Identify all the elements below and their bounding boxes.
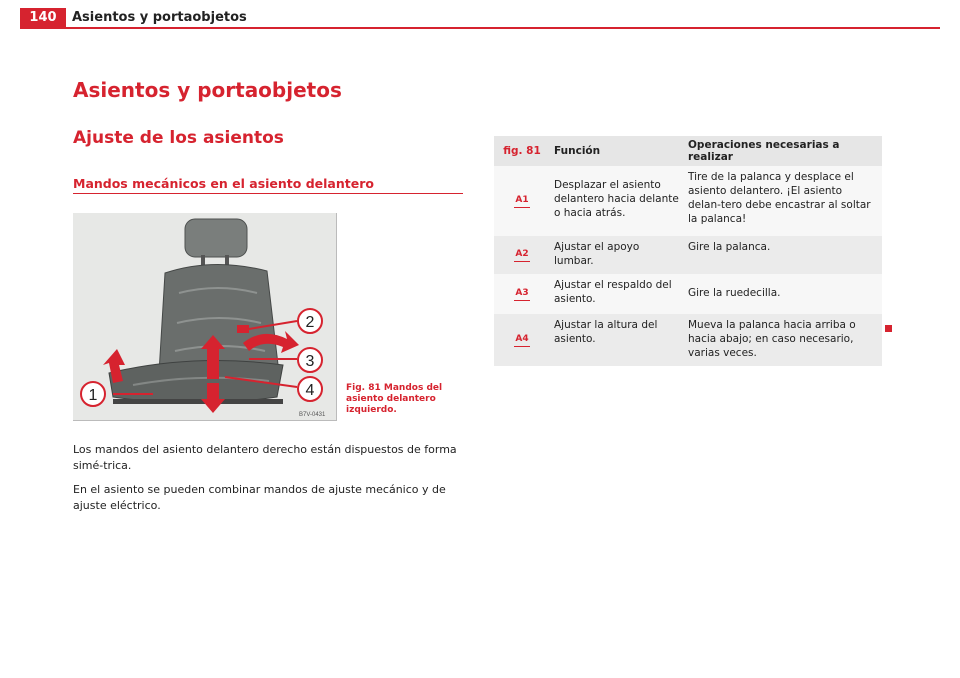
operation-cell: Mueva la palanca hacia arriba o hacia abajo; en caso necesario, varias veces. bbox=[684, 314, 882, 366]
callout-label: 4 bbox=[305, 382, 315, 399]
header-rule bbox=[20, 27, 940, 29]
page-number: 140 bbox=[20, 8, 66, 28]
ref-cell bbox=[494, 314, 550, 366]
figure-code: B7V-0431 bbox=[299, 412, 326, 418]
function-cell: Ajustar el respaldo del asiento. bbox=[550, 274, 684, 314]
lumbar-knob bbox=[237, 325, 249, 333]
function-cell: Desplazar el asiento delantero hacia delante o hacia atrás. bbox=[550, 166, 684, 236]
table-row bbox=[494, 314, 882, 366]
ref-cell bbox=[494, 236, 550, 274]
function-cell: Ajustar la altura del asiento. bbox=[550, 314, 684, 366]
ref-cell bbox=[494, 274, 550, 314]
operation-cell: Gire la palanca. bbox=[684, 236, 882, 274]
ref-badge: A2 bbox=[514, 247, 529, 262]
section-title: Ajuste de los asientos bbox=[73, 128, 284, 148]
fore-aft-arrow bbox=[103, 349, 125, 383]
running-title: Asientos y portaobjetos bbox=[72, 10, 247, 25]
seat-illustration bbox=[73, 213, 336, 420]
table-header-row bbox=[494, 136, 882, 166]
operations-table bbox=[494, 136, 882, 366]
seat-rail bbox=[113, 399, 283, 404]
ref-badge: A1 bbox=[514, 193, 529, 208]
subsection-rule bbox=[73, 193, 463, 194]
end-of-section-marker bbox=[885, 325, 892, 332]
page-header bbox=[0, 0, 960, 28]
callout-label: 3 bbox=[305, 353, 315, 370]
column-header: Función bbox=[550, 136, 684, 166]
paragraph: En el asiento se pueden combinar mandos de ajuste mecánico y de ajuste eléctrico. bbox=[73, 483, 446, 512]
ref-cell bbox=[494, 166, 550, 236]
table-row bbox=[494, 166, 882, 236]
ref-badge: A4 bbox=[514, 332, 529, 347]
table-row bbox=[494, 274, 882, 314]
function-cell: Ajustar el apoyo lumbar. bbox=[550, 236, 684, 274]
column-header: fig. 81 bbox=[494, 136, 550, 166]
paragraph: Los mandos del asiento delantero derecho están dispuestos de forma simé-trica. bbox=[73, 443, 457, 472]
column-header: Operaciones necesarias a realizar bbox=[684, 136, 882, 166]
ref-badge: A3 bbox=[514, 286, 529, 301]
subsection-title: Mandos mecánicos en el asiento delantero bbox=[73, 176, 374, 191]
table-row bbox=[494, 236, 882, 274]
operation-cell: Tire de la palanca y desplace el asiento delantero. ¡El asiento delan-tero debe encastrar al soltar la palanca! bbox=[684, 166, 882, 236]
callout-label: 2 bbox=[305, 314, 315, 331]
headrest-shape bbox=[185, 219, 247, 257]
seat-figure bbox=[73, 213, 337, 421]
operation-cell: Gire la ruedecilla. bbox=[684, 274, 882, 314]
figure-caption: Fig. 81 Mandos del asiento delantero izquierdo. bbox=[346, 383, 443, 415]
callout-label: 1 bbox=[88, 387, 98, 404]
chapter-title: Asientos y portaobjetos bbox=[73, 78, 342, 102]
